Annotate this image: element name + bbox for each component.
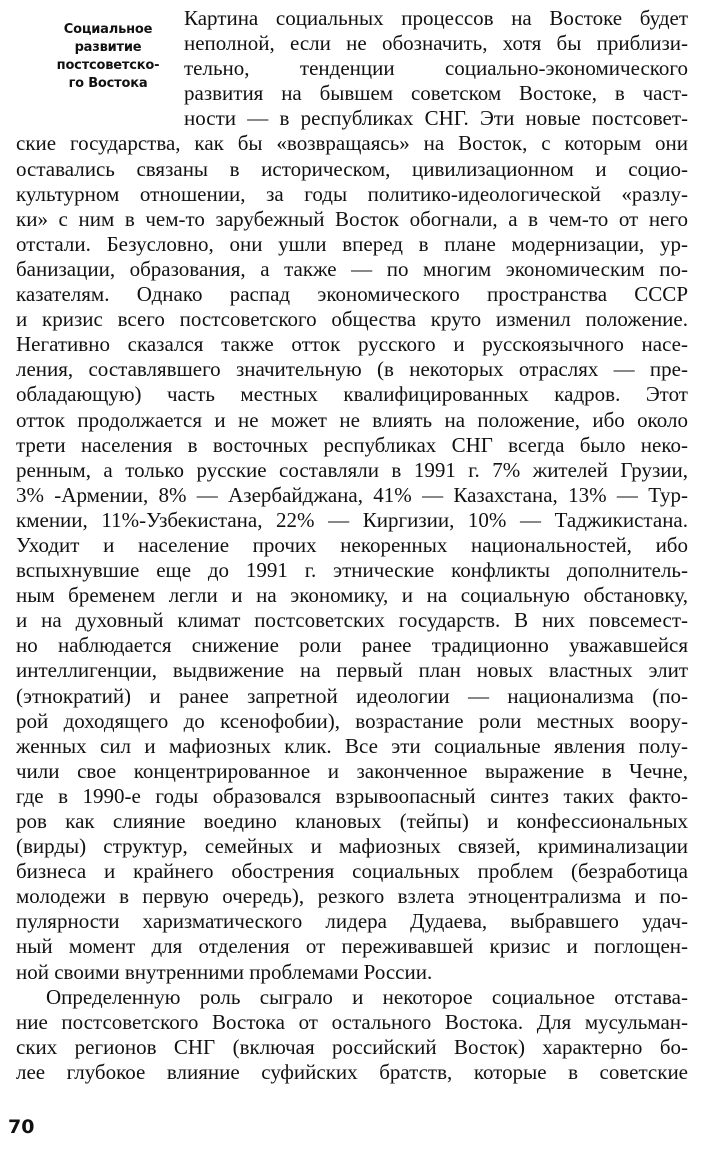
text-line: ной своими внутренними проблемами России. [16,959,433,984]
text-line: неполной, если не обозначить, хотя бы приблизи- [184,31,688,56]
text-line: ности — в республиках СНГ. Эти новые постсовет- [184,106,688,131]
text-line: отстали. Безусловно, они ушли вперед в плане модернизации, ур- [16,231,688,256]
text-line: женных сил и мафиозных клик. Все эти социальные явления полу- [16,733,688,758]
text-line: и кризис всего постсоветского общества круто изменил положение. [16,307,688,332]
text-line: чили свое концентрированное и законченное выражение в Чечне, [16,758,688,783]
text-line: Определенную роль сыграло и некоторое социальное отстава- [46,984,688,1009]
paragraph-2 [16,985,688,1085]
text-line: оставались связаны в историческом, цивилизационном и социо- [16,156,688,181]
text-line: Уходит и население прочих некоренных национальностей, ибо [16,532,688,557]
margin-heading-line: постсоветско- [56,58,160,73]
text-line: ских регионов СНГ (включая российский Восток) характерно бо- [16,1034,688,1059]
text-line: ным бременем легли и на экономику, и на социальную обстановку, [16,583,688,608]
text-line: 3% -Армении, 8% — Азербайджана, 41% — Казахстана, 13% — Тур- [16,482,688,507]
text-line: банизации, образования, а также — по многим экономическим по- [16,256,688,281]
text-line: интеллигенции, выдвижение на первый план новых властных элит [16,658,688,683]
page-number: 70 [8,1116,35,1138]
text-line: Картина социальных процессов на Востоке будет [184,6,688,30]
paragraph-1 [16,6,688,985]
text-line: бизнеса и крайнего обострения социальных проблем (безработица [16,859,688,884]
text-line: лее глубокое влияние суфийских братств, которые в советские [16,1059,688,1084]
text-line: но наблюдается снижение роли ранее традиционно уважавшейся [16,633,688,658]
text-line: ления, составлявшего значительную (в некоторых отраслях — пре- [16,357,688,382]
margin-heading-line: Социальное [63,22,153,37]
text-line: кмении, 11%-Узбекистана, 22% — Киргизии, 10% — Таджикистана. [16,507,688,532]
text-line: ров как слияние воедино клановых (тейпы) и конфессиональных [16,809,688,833]
text-line: культурном отношении, за годы политико-идеологической «разлу- [16,181,688,206]
text-line: молодежи в первую очередь), резкого взлета этноцентрализма и по- [16,884,688,909]
text-line: ние постсоветского Востока от остального Востока. Для мусульман- [16,1009,688,1034]
text-line: (вирды) структур, семейных и мафиозных связей, криминализации [16,834,688,859]
text-line: развития на бывшем советском Востоке, в част- [184,81,688,106]
text-line: казателям. Однако распад экономического пространства СССР [16,282,688,307]
text-line: отток продолжается и не может не влиять на положение, ибо около [16,407,688,432]
text-line: (этнократий) и ранее запретной идеологии — национализма (по- [16,683,688,708]
margin-heading-line: го Востока [68,76,148,91]
text-line: рой доходящего до ксенофобии), возрастание роли местных воору- [16,708,688,733]
body-text [16,6,688,1085]
text-line: трети населения в восточных республиках СНГ всегда было неко- [16,432,688,457]
text-line: обладающую) часть местных квалифицированных кадров. Этот [16,382,688,407]
text-line: ный момент для отделения от переживавшей кризис и поглощен- [16,934,688,959]
text-line: вспыхнувшие еще до 1991 г. этнические конфликты дополнитель- [16,558,688,583]
text-line: тельно, тенденции социально-экономического [184,56,688,81]
text-line: ренным, а только русские составляли в 1991 г. 7% жителей Грузии, [16,457,688,482]
margin-heading-line: развитие [74,40,142,55]
text-line: ские государства, как бы «возвращаясь» на Восток, с которым они [16,131,688,156]
text-line: и на духовный климат постсоветских государств. В них повсемест- [16,608,688,633]
text-line: ки» с ним в чем-то зарубежный Восток обогнали, а в чем-то от него [16,206,688,231]
text-line: пулярности харизматического лидера Дудаева, выбравшего удач- [16,909,688,934]
text-line: Негативно сказался также отток русского и русскоязычного насе- [16,332,688,357]
text-line: где в 1990-е годы образовался взрывоопасный синтез таких факто- [16,783,688,808]
